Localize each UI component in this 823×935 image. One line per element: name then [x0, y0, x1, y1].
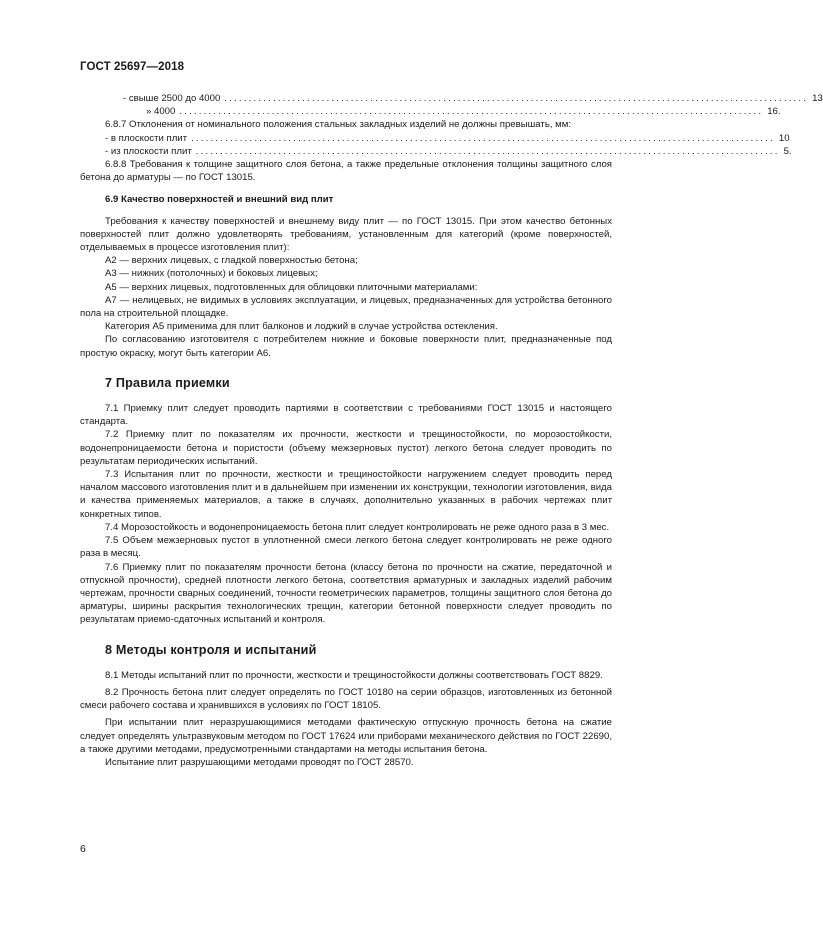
section-heading-7: 7 Правила приемки — [105, 375, 230, 390]
subsection-heading-6-9: 6.9 Качество поверхностей и внешний вид плит — [105, 194, 334, 206]
dot-leader: ........................................................................................................................ — [195, 145, 780, 157]
dotted-line-item — [80, 145, 792, 158]
line-label: - в плоскости плит — [105, 132, 188, 144]
line-value: 10 — [778, 132, 790, 144]
section-8-body — [80, 669, 612, 769]
line-label: » 4000 — [146, 106, 176, 118]
paragraph: А7 — нелицевых, не видимых в условиях эксплуатации, и лицевых, предназначенных для устройства бетонного пола на строительной площадке. — [80, 294, 612, 320]
dotted-line-item — [80, 105, 781, 118]
clause-paragraph: Испытание плит разрушающими методами проводят по ГОСТ 28570. — [105, 756, 414, 768]
clause-6-8-7: 6.8.7 Отклонения от номинального положения стальных закладных изделий не должны превышать, мм: — [105, 119, 572, 131]
clause-paragraph: 7.2 Приемку плит по показателям их прочности, жесткости и трещиностойкости, по морозостойкости, водонепроницаемости бетона и пористости (объему межзерновых пустот) легкого бетона следует проводить по результатам периодических испытаний. — [80, 429, 612, 467]
deviation-list — [80, 132, 792, 158]
dot-leader: ........................................................................................................................ — [179, 106, 764, 118]
paragraph: А3 — нижних (потолочных) и боковых лицевых; — [105, 268, 318, 280]
paragraph: Требования к качеству поверхностей и внешнему виду плит — по ГОСТ 13015. При этом качество бетонных поверхностей плит должно удовлетворять требованиям, установленным для категорий (кроме поверхностей, отделываемых в процессе изготовления плит): — [80, 215, 612, 254]
dot-leader: ........................................................................................................................ — [191, 132, 775, 144]
clause-paragraph: 7.3 Испытания плит по прочности, жесткости и трещиностойкости нагружением следует проводить перед началом массового изготовления плит и в дальнейшем при изменении их конструкции, технологии изготовления, вида и качества применяемых материалов, а также в случаях, дополнительно указанных в рабочих чертежах плит конкретных типов. — [80, 469, 612, 520]
section-6-9-body — [80, 215, 612, 360]
paragraph: А2 — верхних лицевых, с гладкой поверхностью бетона; — [105, 255, 358, 267]
paragraph: А5 — верхних лицевых, подготовленных для облицовки плиточными материалами: — [105, 281, 478, 293]
line-value: 13 — [812, 93, 823, 104]
document-header: ГОСТ 25697—2018 — [80, 61, 185, 73]
paragraph: По согласованию изготовителя с потребителем нижние и боковые поверхности плит, предназначенные под простую окраску, могут быть категории А6. — [80, 334, 612, 359]
spacing-list-top — [80, 92, 823, 118]
page-content — [80, 92, 823, 769]
line-label: - свыше 2500 до 4000 — [123, 93, 221, 104]
dotted-line-item — [80, 92, 823, 105]
dotted-line-item — [80, 132, 790, 145]
section-7-body — [80, 402, 612, 626]
clause-paragraph: 7.1 Приемку плит следует проводить партиями в соответствии с требованиями ГОСТ 13015 и настоящего стандарта. — [80, 403, 612, 428]
section-heading-8: 8 Методы контроля и испытаний — [105, 642, 317, 657]
line-label: - из плоскости плит — [105, 145, 192, 157]
page-number: 6 — [80, 843, 86, 855]
clause-paragraph: 7.4 Морозостойкость и водонепроницаемость бетона плит следует контролировать не реже одного раза в 3 мес. — [105, 521, 610, 533]
paragraph: Категория А5 применима для плит балконов и лоджий в случае устройства остекления. — [105, 321, 498, 333]
clause-paragraph: 8.2 Прочность бетона плит следует определять по ГОСТ 10180 на серии образцов, изготовленных из бетонной смеси рабочего состава и хранившихся в условиях по ГОСТ 18105. — [80, 686, 612, 712]
line-value: 5. — [783, 145, 792, 157]
clause-paragraph: 7.5 Объем межзерновых пустот в уплотненной смеси легкого бетона следует контролировать не реже одного раза в месяц. — [80, 535, 612, 560]
clause-paragraph: 7.6 Приемку плит по показателям прочности бетона (классу бетона по прочности на сжатие, передаточной и отпускной прочности), средней плотности легкого бетона, соответствия арматурных и закладных изделий рабочим чертежам, прочности сварных соединений, точности геометрических параметров, толщины защитного слоя бетона до арматуры, ширины раскрытия технологических трещин, категории бетонной поверхности следует проводить по результатам приемо-сдаточных испытаний и контроля. — [80, 561, 612, 626]
dot-leader: ........................................................................................................................ — [224, 93, 809, 104]
line-value: 16. — [767, 106, 781, 118]
clause-6-8-8: 6.8.8 Требования к толщине защитного слоя бетона, а также предельные отклонения толщины защитного слоя бетона до арматуры — по ГОСТ 13015. — [80, 159, 612, 184]
clause-paragraph: 8.1 Методы испытаний плит по прочности, жесткости и трещиностойкости должны соответствовать ГОСТ 8829. — [105, 669, 603, 681]
clause-paragraph: При испытании плит неразрушающимися методами фактическую отпускную прочность бетона на сжатие следует определять ультразвуковым методом по ГОСТ 17624 или приборами механического действия по ГОСТ 22690, а также другими методами, предусмотренными стандартами на методы испытания бетона. — [80, 717, 612, 755]
